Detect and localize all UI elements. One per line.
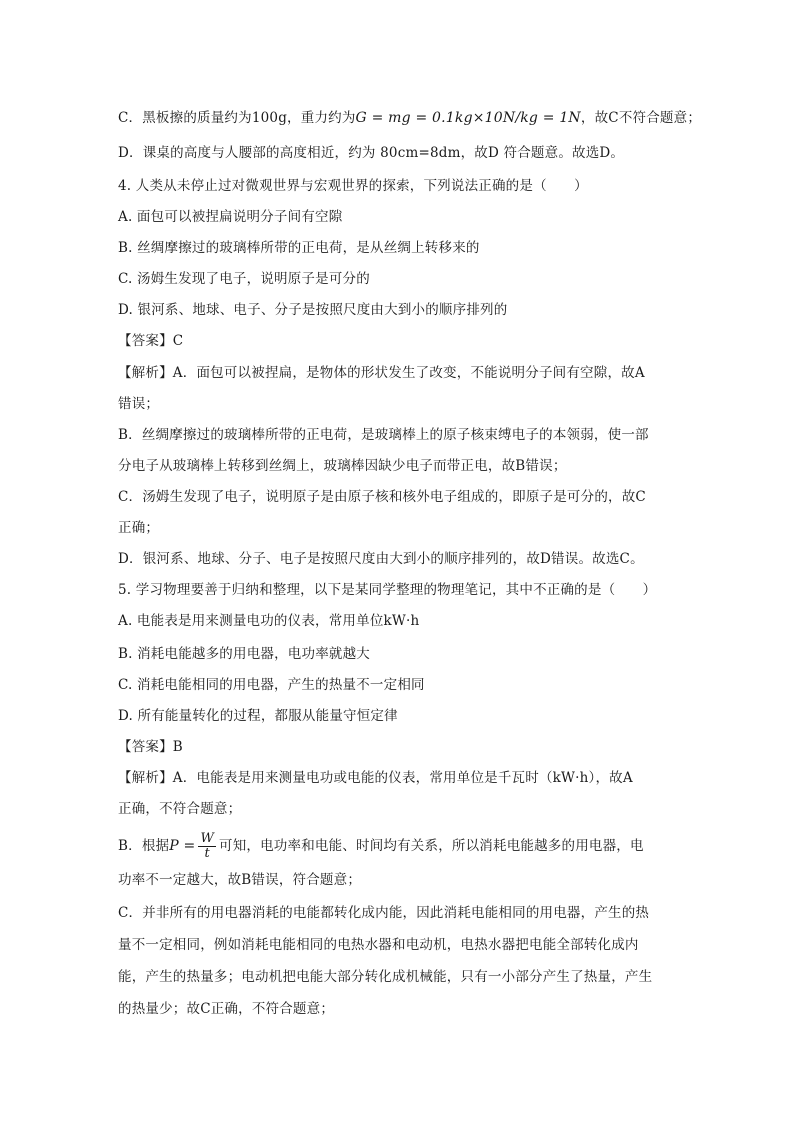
- question-4-option-d: D. 银河系、地球、电子、分子是按照尺度由大到小的顺序排列的: [118, 302, 508, 318]
- question-5-option-a: [118, 611, 678, 631]
- question-4-analysis-a-line1: 【解析】A．面包可以被捏扁，是物体的形状发生了改变，不能说明分子间有空隙，故A: [118, 365, 645, 381]
- option-d-explanation-q3: D．课桌的高度与人腰部的高度相近，约为 80cm=8dm，故D 符合题意。故选D。: [118, 145, 625, 161]
- question-5-analysis-a-line1: [118, 768, 678, 788]
- question-5-analysis-c-line3: 能，产生的热量多；电动机把电能大部分转化成机械能，只有一小部分产生了热量，产生: [118, 969, 653, 985]
- question-4-analysis-c-line2: 正确；: [118, 520, 160, 536]
- question-5-analysis-c-line1: C．并非所有的用电器消耗的电能都转化成内能，因此消耗电能相同的用电器，产生的热: [118, 905, 650, 921]
- question-5-answer: 【答案】B: [118, 739, 183, 755]
- fraction-denominator: t: [204, 846, 210, 861]
- question-4-option-b: B. 丝绸摩擦过的玻璃棒所带的正电荷，是从丝绸上转移来的: [118, 240, 480, 256]
- fraction-numerator: W: [200, 831, 214, 846]
- question-5-analysis-a-line2: 正确，不符合题意；: [118, 801, 242, 817]
- question-5-analysis-b-line1: [118, 830, 678, 862]
- question-5-analysis-b-text: B．根据: [118, 838, 170, 854]
- question-4-analysis-b-line2: 分电子从玻璃棒上转移到丝绸上，玻璃棒因缺少电子而带正电，故B错误；: [118, 458, 567, 474]
- power-symbol: P =: [169, 838, 196, 854]
- question-4-analysis-c-line1: C．汤姆生发现了电子，说明原子是由原子核和核外电子组成的，即原子是可分的，故C: [118, 489, 646, 505]
- question-5-analysis-b-rest: 可知，电功率和电能、时间均有关系，所以消耗电能越多的用电器，电: [219, 838, 644, 854]
- question-5-option-b: B. 消耗电能越多的用电器，电功率就越大: [118, 646, 371, 662]
- question-4-option-c: C. 汤姆生发现了电子，说明原子是可分的: [118, 271, 370, 287]
- question-5-option-a-text: A. 电能表是用来测量电功的仪表，常用单位: [118, 613, 384, 629]
- gravity-formula: G = mg = 0.1kg×10N/kg = 1N: [355, 110, 581, 126]
- option-c-explanation-q3: [118, 108, 702, 128]
- question-4-option-a: A. 面包可以被捏扁说明分子间有空隙: [118, 209, 343, 225]
- option-c-text: C．黑板擦的质量约为100g，重力约为: [118, 110, 356, 126]
- question-5-analysis-a-end: ），故A: [588, 770, 633, 786]
- kwh-unit: kW·h: [383, 613, 420, 629]
- power-fraction: [198, 832, 216, 861]
- question-4-answer: 【答案】C: [118, 333, 184, 349]
- question-5-analysis-c-line2: 量不一定相同，例如消耗电能相同的电热水器和电动机，电热水器把电能全部转化成内: [118, 937, 639, 953]
- question-5-analysis-b-line2: 功率不一定越大，故B错误，符合题意；: [118, 872, 362, 888]
- option-c-conclusion: ，故C不符合题意；: [580, 110, 702, 126]
- kwh-unit: kW·h: [552, 770, 589, 786]
- question-5-analysis-c-line4: 的热量少；故C正确，不符合题意；: [118, 1001, 335, 1017]
- question-4-analysis-d: D．银河系、地球、分子、电子是按照尺度由大到小的顺序排列的，故D错误。故选C。: [118, 551, 644, 567]
- question-4-stem: 4. 人类从未停止过对微观世界与宏观世界的探索，下列说法正确的是（ ）: [118, 178, 588, 194]
- question-4-analysis-b-line1: B．丝绸摩擦过的玻璃棒所带的正电荷，是玻璃棒上的原子核束缚电子的本领弱，使一部: [118, 427, 649, 443]
- question-4-analysis-a-line2: 错误；: [118, 396, 160, 412]
- question-5-option-d: D. 所有能量转化的过程，都服从能量守恒定律: [118, 708, 398, 724]
- question-5-analysis-a-text: 【解析】A．电能表是用来测量电功或电能的仪表，常用单位是千瓦时（: [118, 770, 553, 786]
- question-5-option-c: C. 消耗电能相同的用电器，产生的热量不一定相同: [118, 677, 425, 693]
- question-5-stem: 5. 学习物理要善于归纳和整理，以下是某同学整理的物理笔记，其中不正确的是（ ）: [118, 582, 657, 598]
